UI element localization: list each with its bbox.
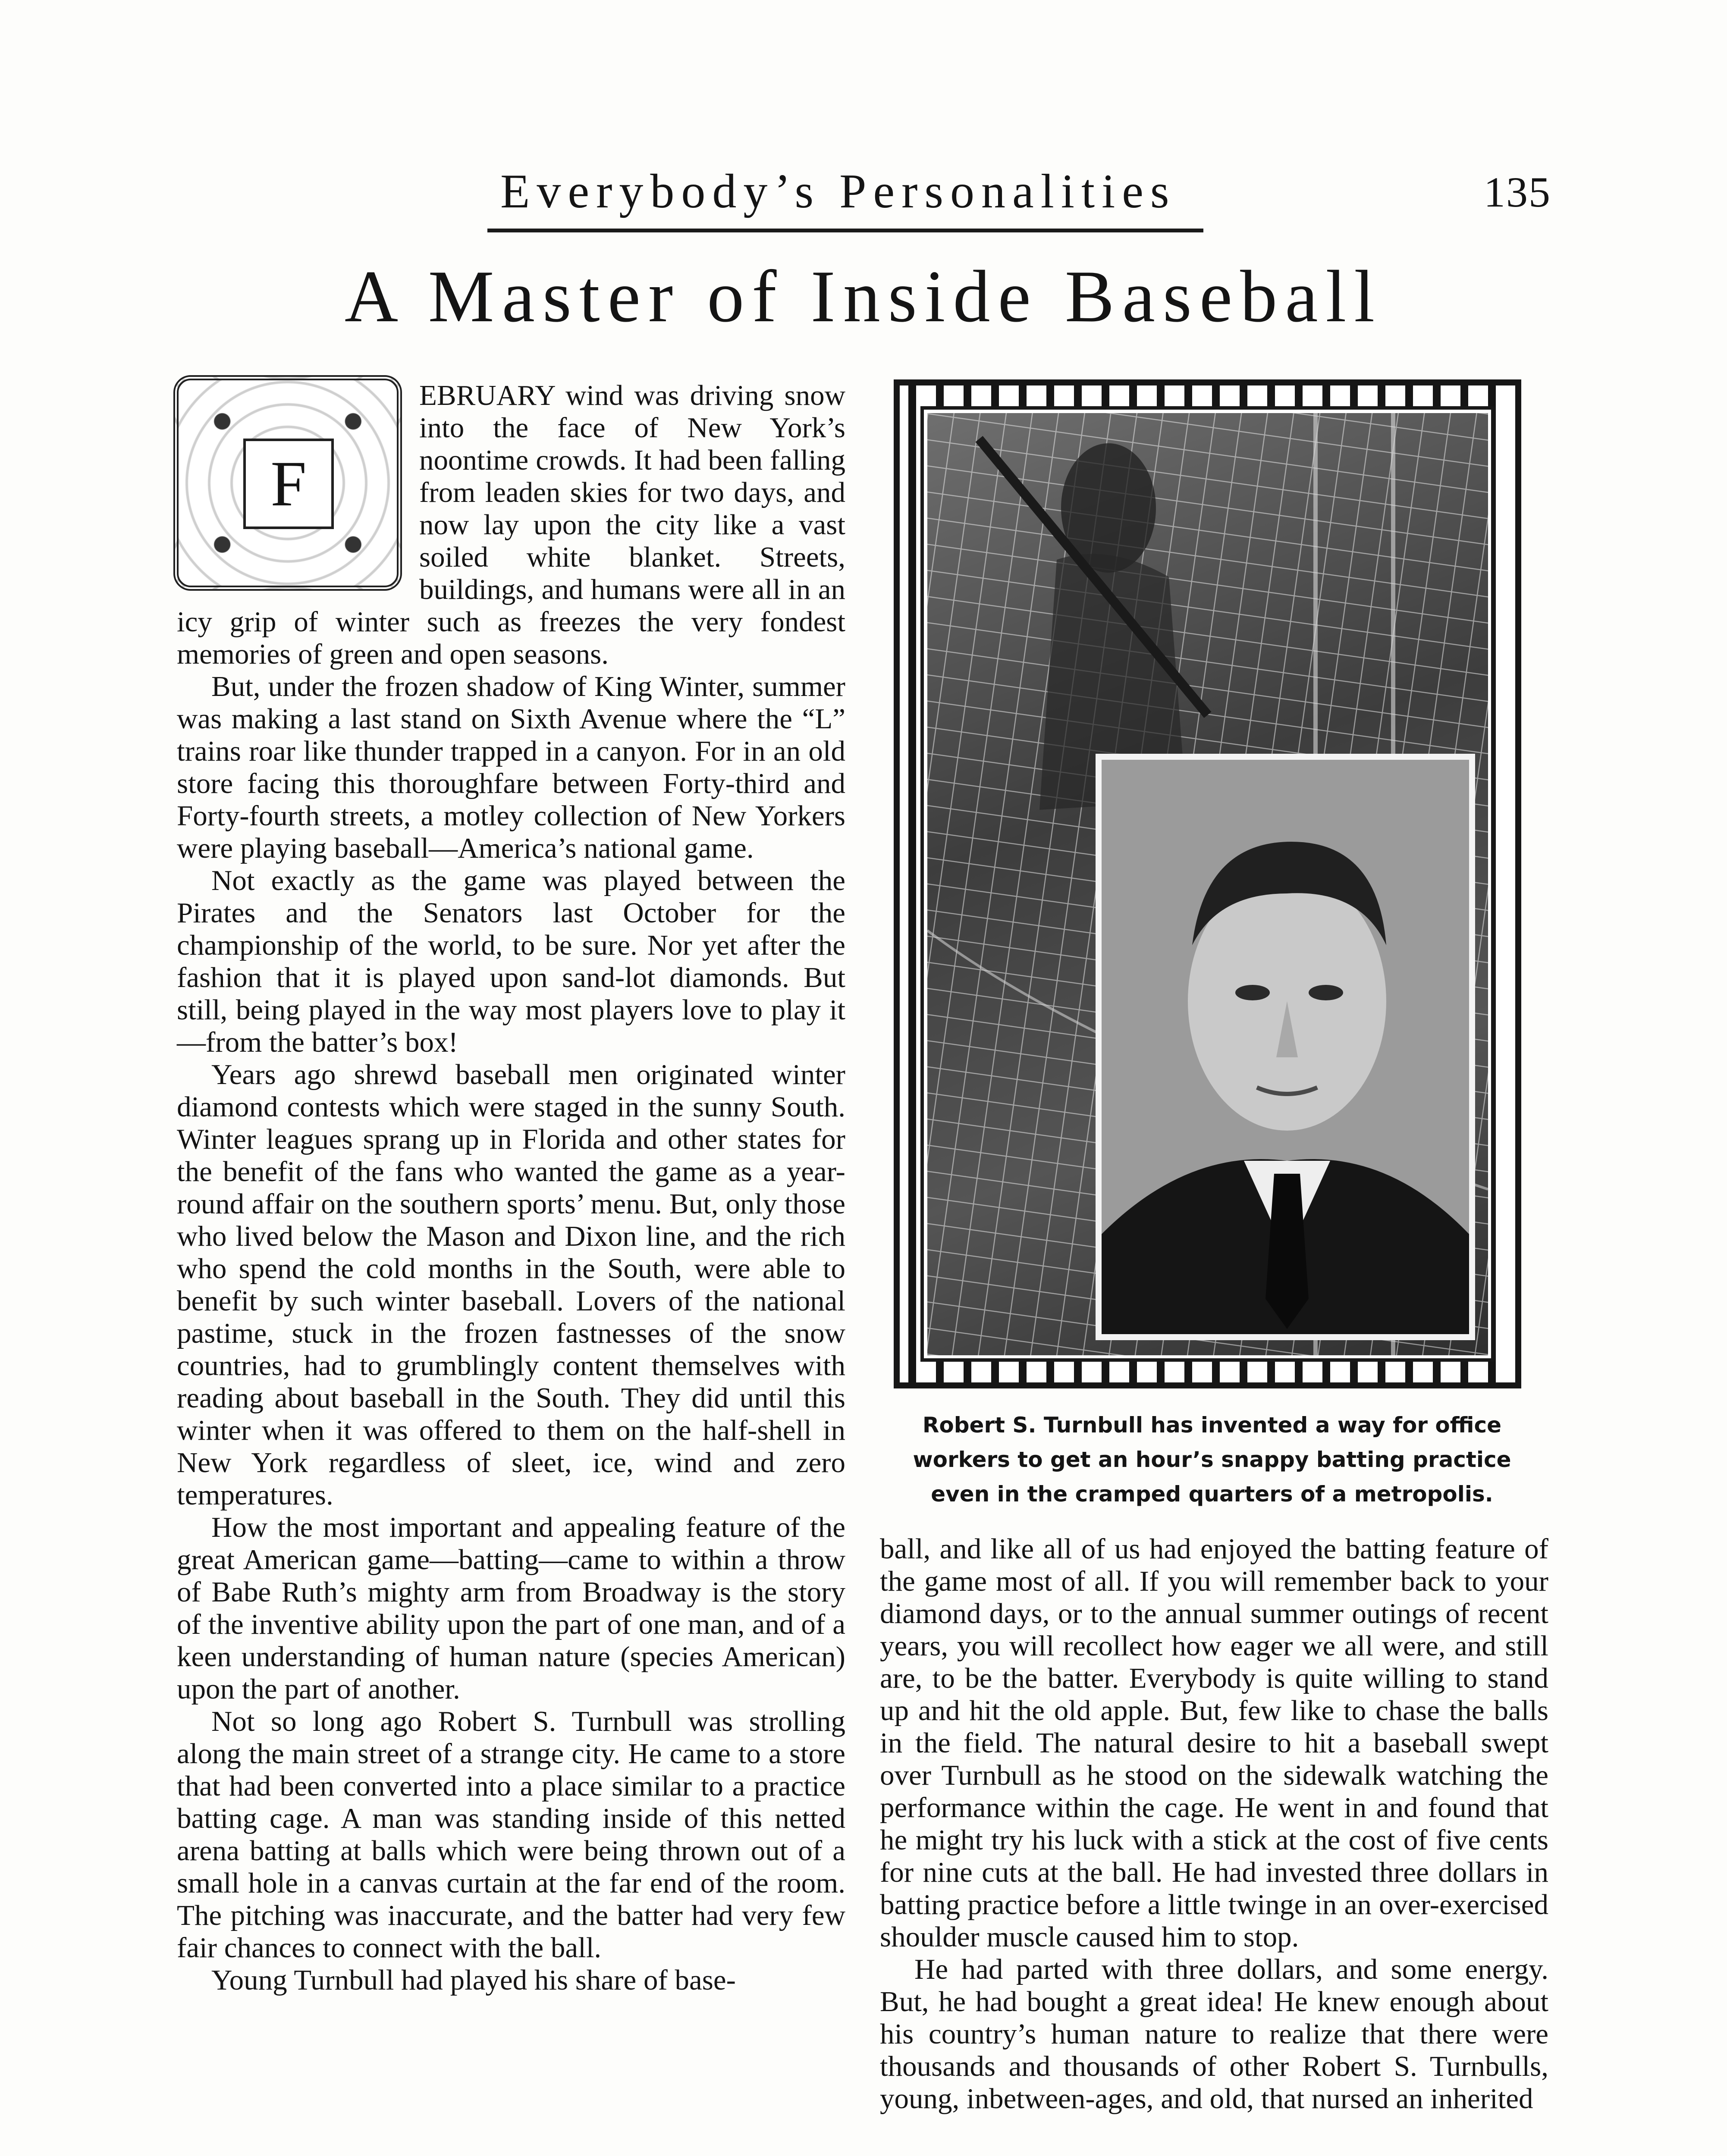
paragraph: Young Turnbull had played his share of base-	[211, 1964, 736, 1996]
page-number: 135	[1484, 168, 1551, 216]
paragraph: He had parted with three dollars, and some energy. But, he had bought a great idea! He knew enough about his country’s human nature to realize that there were thousands and thousands of other Robert S. Turnbulls, young, inbetween-ages, and old, that nursed an inherited	[880, 1953, 1548, 2115]
drop-cap-letter: F	[243, 439, 334, 529]
paragraph: But, under the frozen shadow of King Winter, summer was making a last stand on Sixth Avenue where the “L” trains roar like thunder trapped in a canyon. For in an old store facing this thoroughfare between Forty-third and Forty-fourth streets, a motley collection of New Yorkers were playing baseball—America’s national game.	[177, 671, 845, 864]
photo-caption: Robert S. Turnbull has invented a way for office workers to get an hour’s snappy batting practice even in the cramped quarters of a metropolis.	[913, 1413, 1511, 1507]
paragraph: Not so long ago Robert S. Turnbull was strolling along the main street of a strange city. He came to a store that had been converted into a place similar to a practice batting cage. A man was standing inside of this netted arena batting at balls which were being thrown out of a small hole in a canvas curtain at the far end of the room. The pitching was inaccurate, and the batter had very few fair chances to connect with the ball.	[177, 1705, 845, 1964]
right-column	[880, 1533, 1548, 2156]
article-headline: A Master of Inside Baseball	[344, 256, 1383, 338]
left-column	[177, 379, 845, 2156]
paragraph: ball, and like all of us had enjoyed the batting feature of the game most of all. If you will remember back to your diamond days, or to the annual summer outings of recent years, you will recollect how eager we all were, and still are, to be the batter. Everybody is quite willing to stand up and hit the old apple. But, few like to chase the balls in the field. The natural desire to hit a baseball swept over Turnbull as he stood on the sidewalk watching the performance within the cage. He went in and found that he might try his luck with a stick at the cost of five cents for nine cuts at the ball. He had invested three dollars in batting practice before a little twinge in an over-exercised shoulder muscle caused him to stop.	[880, 1533, 1548, 1953]
section-title: Everybody’s Personalities	[500, 165, 1176, 218]
paragraph: Years ago shrewd baseball men originated winter diamond contests which were staged in the sunny South. Winter leagues sprang up in Florida and other states for the benefit of the fans who wanted the game as a year-round affair on the southern sports’ menu. But, only those who lived below the Mason and Dixon line, and the rich who spend the cold months in the South, were able to benefit by such winter baseball. Lovers of the national pastime, stuck in the frozen fastnesses of the snow countries, had to grumblingly content themselves with reading about baseball in the South. They did until this winter when it was offered to them on the half-shell in New York regardless of sleet, ice, wind and zero temperatures.	[177, 1059, 845, 1511]
ornamental-drop-cap	[173, 375, 402, 591]
paragraph: Not exactly as the game was played between the Pirates and the Senators last October for the championship of the world, to be sure. Nor yet after the fashion that it is played upon sand-lot diamonds. But still, being played in the way most players love to play it—from the batter’s box!	[177, 865, 845, 1058]
batting-cage-photo	[927, 413, 1488, 1355]
paragraph: EBRUARY wind was driving snow into the face of New York’s noontime crowds. It had been falling from leaden skies for two days, and now lay upon the city like a vast soiled white blanket. Streets, buildings, and humans were all in an icy grip of winter such as freezes the very fondest memories of green and open seasons.	[177, 379, 845, 670]
portrait-illustration	[1102, 760, 1469, 1334]
paragraph: How the most important and appealing feature of the great American game—batting—came to within a throw of Babe Ruth’s mighty arm from Broadway is the story of the inventive ability upon the part of one man, and of a keen understanding of human nature (species American) upon the part of another.	[177, 1511, 845, 1705]
running-header	[487, 164, 1203, 232]
portrait-inset	[1096, 754, 1475, 1340]
